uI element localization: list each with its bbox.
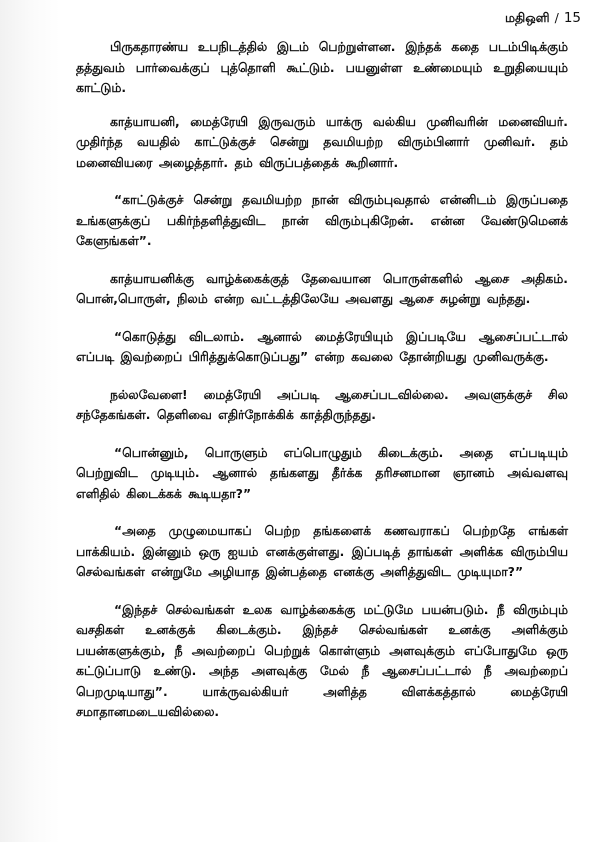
paragraph: காத்யாயனிக்கு வாழ்க்கைக்குத் தேவையான பொருள்களில் ஆசை அதிகம். பொன்,பொருள், நிலம் என்ற வட்டத்திலேயே அவளது ஆசை சுழன்று வந்தது. — [76, 271, 568, 306]
paragraph: காத்யாயனி, மைத்ரேயி இருவரும் யாக்ரு வல்கிய முனிவரின் மனைவியர். முதிர்ந்த வயதில் காட்டுக்குச் சென்று தவமியற்ற விரும்பினார் முனிவர். தம் மனைவியரை அழைத்தார். தம் விருப்பத்தைக் கூறினார். — [76, 114, 568, 170]
quote-paragraph: “கொடுத்து விடலாம். ஆனால் மைத்ரேயியும் இப்படியே ஆசைப்பட்டால் எப்படி இவற்றைப் பிரித்துக்கொடுப்பது” என்ற கவலை தோன்றியது முனிவருக்கு. — [76, 329, 568, 364]
paragraph: நல்லவேளை! மைத்ரேயி அப்படி ஆசைப்படவில்லை. அவளுக்குச் சில சந்தேகங்கள். தெளிவை எதிர்நோக்கிக் காத்திருந்தது. — [76, 387, 568, 422]
quote-paragraph: “இந்தச் செல்வங்கள் உலக வாழ்க்கைக்கு மட்டுமே பயன்படும். நீ விரும்பும் வசதிகள் உனக்குக் கிடைக்கும். இந்தச் செல்வங்கள் உனக்கு அளிக்கும் பயன்களுக்கும், நீ அவற்றைப் பெற்றுக் கொள்ளும் அளவுக்கும் எப்போதுமே ஒரு கட்டுப்பாடு உண்டு. அந்த அளவுக்கு மேல் நீ ஆசைப்பட்டால் நீ அவற்றைப் பெறமுடியாது”. யாக்ருவல்கியர் அளித்த விளக்கத்தால் மைத்ரேயி சமாதானமடையவில்லை. — [76, 602, 568, 719]
book-title: மதிஒளி — [505, 10, 550, 25]
header-separator: / — [554, 10, 559, 25]
page-body — [76, 37, 568, 723]
quote-paragraph: “காட்டுக்குச் சென்று தவமியற்ற நான் விரும்புவதால் என்னிடம் இருப்பதை உங்களுக்குப் பகிர்ந்தளித்துவிட நான் விரும்புகிறேன். என்ன வேண்டுமெனக் கேளுங்கள்”. — [76, 193, 568, 248]
quote-paragraph: “பொன்னும், பொருளும் எப்பொழுதும் கிடைக்கும். அதை எப்படியும் பெற்றுவிட முடியும். ஆனால் தங்களது தீர்க்க தரிசனமான ஞானம் அவ்வளவு எளிதில் கிடைக்கக் கூடியதா?” — [76, 445, 568, 501]
quote-paragraph: “அதை முழுமையாகப் பெற்ற தங்களைக் கணவராகப் பெற்றதே எங்கள் பாக்கியம். இன்னும் ஒரு ஐயம் எனக்குள்ளது. இப்படித் தாங்கள் அளிக்க விரும்பிய செல்வங்கள் என்றுமே அழியாத இன்பத்தை எனக்கு அளித்துவிட முடியுமா?” — [76, 524, 568, 579]
running-header — [505, 10, 581, 27]
paragraph: பிருகதாரண்ய உபநிடத்தில் இடம் பெற்றுள்ளன. இந்தக் கதை படம்பிடிக்கும் தத்துவம் பார்வைக்குப் புத்தொளி கூட்டும். பயனுள்ள உண்மையும் உறுதியையும் காட்டும். — [76, 40, 568, 95]
page-number: 15 — [563, 10, 581, 26]
